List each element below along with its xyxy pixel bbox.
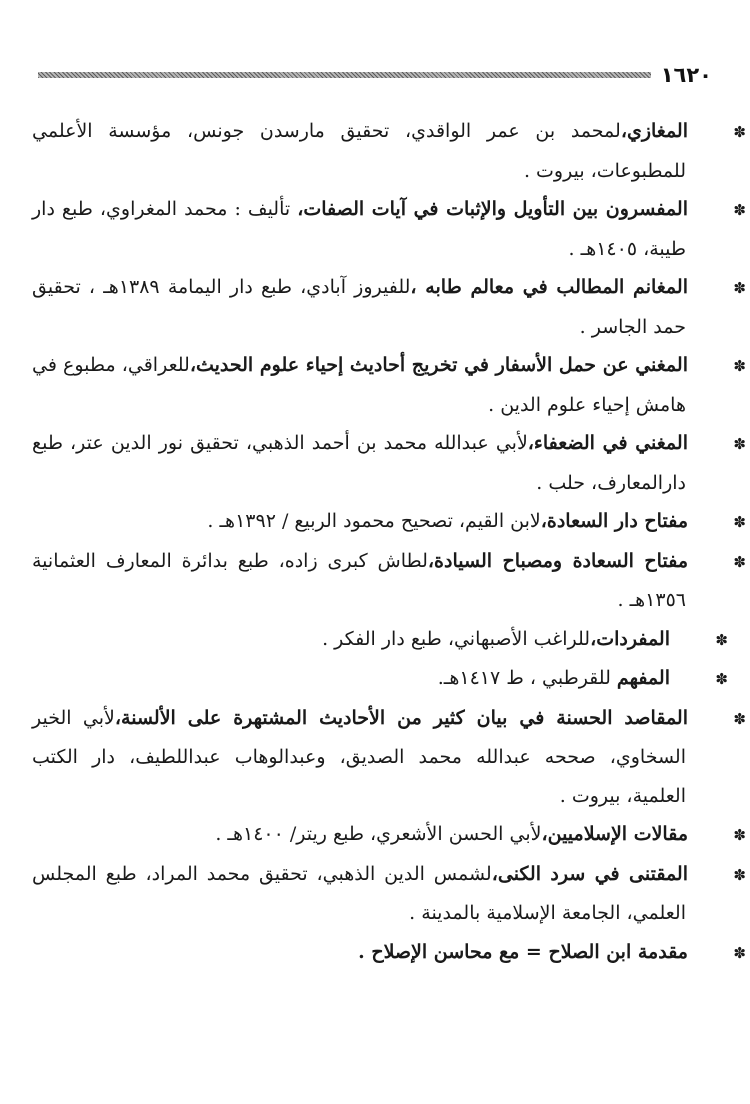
asterisk-bullet-icon: ✽ [733,826,746,844]
entry-details: لأبي عبدالله محمد بن أحمد الذهبي، تحقيق نور الدين عتر، طبع دارالمعارف، حلب . [32,432,686,494]
bibliography-entry [32,620,728,660]
entry-title: المقتنى في سرد الكنى، [491,862,688,885]
asterisk-bullet-icon: ✽ [733,943,746,962]
entry-title: مقدمة ابن الصلاح = مع محاسن الإصلاح . [358,940,688,963]
page-number: ١٦٢٠ [660,63,712,87]
bibliography-entry [32,815,746,855]
bibliography-entry [32,933,746,973]
asterisk-bullet-icon: ✽ [733,709,746,728]
asterisk-bullet-icon: ✽ [733,357,746,375]
entry-details: لطاش كبرى زاده، طبع بدائرة المعارف العثمانية ١٣٥٦هـ . [32,549,686,611]
entry-title: المقاصد الحسنة في بيان كثير من الأحاديث المشتهرة على الألسنة، [114,706,688,729]
asterisk-bullet-icon: ✽ [733,865,746,884]
bibliography-entry [32,190,746,268]
entry-details: تأليف : محمد المغراوي، طبع دار طيبة، ١٤٠٥هـ . [32,198,686,260]
bibliography-list [32,112,746,972]
entry-details: لمحمد بن عمر الواقدي، تحقيق مارسدن جونس، مؤسسة الأعلمي للمطبوعات، بيروت . [32,120,686,182]
entry-details: للقرطبي ، ط ١٤١٧هـ. [437,667,617,689]
bibliography-entry [32,699,746,816]
entry-details: للراغب الأصبهاني، طبع دار الفكر . [322,627,591,650]
asterisk-bullet-icon: ✽ [733,552,746,571]
bibliography-entry [32,346,746,424]
entry-details: لأبي الحسن الأشعري، طبع ريتر/ ١٤٠٠هـ . [215,823,542,845]
bibliography-entry [32,855,746,933]
header-rule [38,72,651,78]
asterisk-bullet-icon: ✽ [733,123,746,141]
entry-details: لشمس الدين الذهبي، تحقيق محمد المراد، طبع المجلس العلمي، الجامعة الإسلامية بالمدينة . [32,862,686,924]
entry-details: لابن القيم، تصحيح محمود الربيع / ١٣٩٢هـ . [207,510,541,532]
entry-details: للفيروز آبادي، طبع دار اليمامة ١٣٨٩هـ ، تحقيق حمد الجاسر . [32,276,686,338]
entry-title: المغني في الضعفاء، [527,432,688,454]
bibliography-entry [32,268,746,346]
entry-details: لأبي الخير السخاوي، صححه عبدالله محمد الصديق، وعبدالوهاب عبداللطيف، دار الكتب العلمية، بيروت . [32,706,686,807]
bibliography-entry [32,659,728,699]
asterisk-bullet-icon: ✽ [715,630,728,649]
entry-title: المغازي، [620,120,688,142]
asterisk-bullet-icon: ✽ [733,279,746,297]
asterisk-bullet-icon: ✽ [733,201,746,219]
page-header [38,62,712,88]
bibliography-entry [32,502,746,542]
entry-title: المغانم المطالب في معالم طابه ، [410,276,688,298]
entry-title: المغني عن حمل الأسفار في تخريج أحاديث إحياء علوم الحديث، [189,354,688,376]
entry-title: مفتاح السعادة ومصباح السيادة، [427,549,688,572]
asterisk-bullet-icon: ✽ [733,513,746,531]
entry-title: مفتاح دار السعادة، [540,510,688,532]
entry-title: المفسرون بين التأويل والإثبات في آيات الصفات، [297,198,688,220]
bibliography-entry [32,542,746,620]
bibliography-entry [32,424,746,502]
asterisk-bullet-icon: ✽ [733,435,746,453]
entry-title: المفردات، [590,627,670,650]
entry-title: المفهم [616,667,670,689]
asterisk-bullet-icon: ✽ [715,670,728,688]
entry-details: للعراقي، مطبوع في هامش إحياء علوم الدين . [32,354,686,416]
bibliography-entry [32,112,746,190]
entry-title: مقالات الإسلاميين، [541,823,688,845]
